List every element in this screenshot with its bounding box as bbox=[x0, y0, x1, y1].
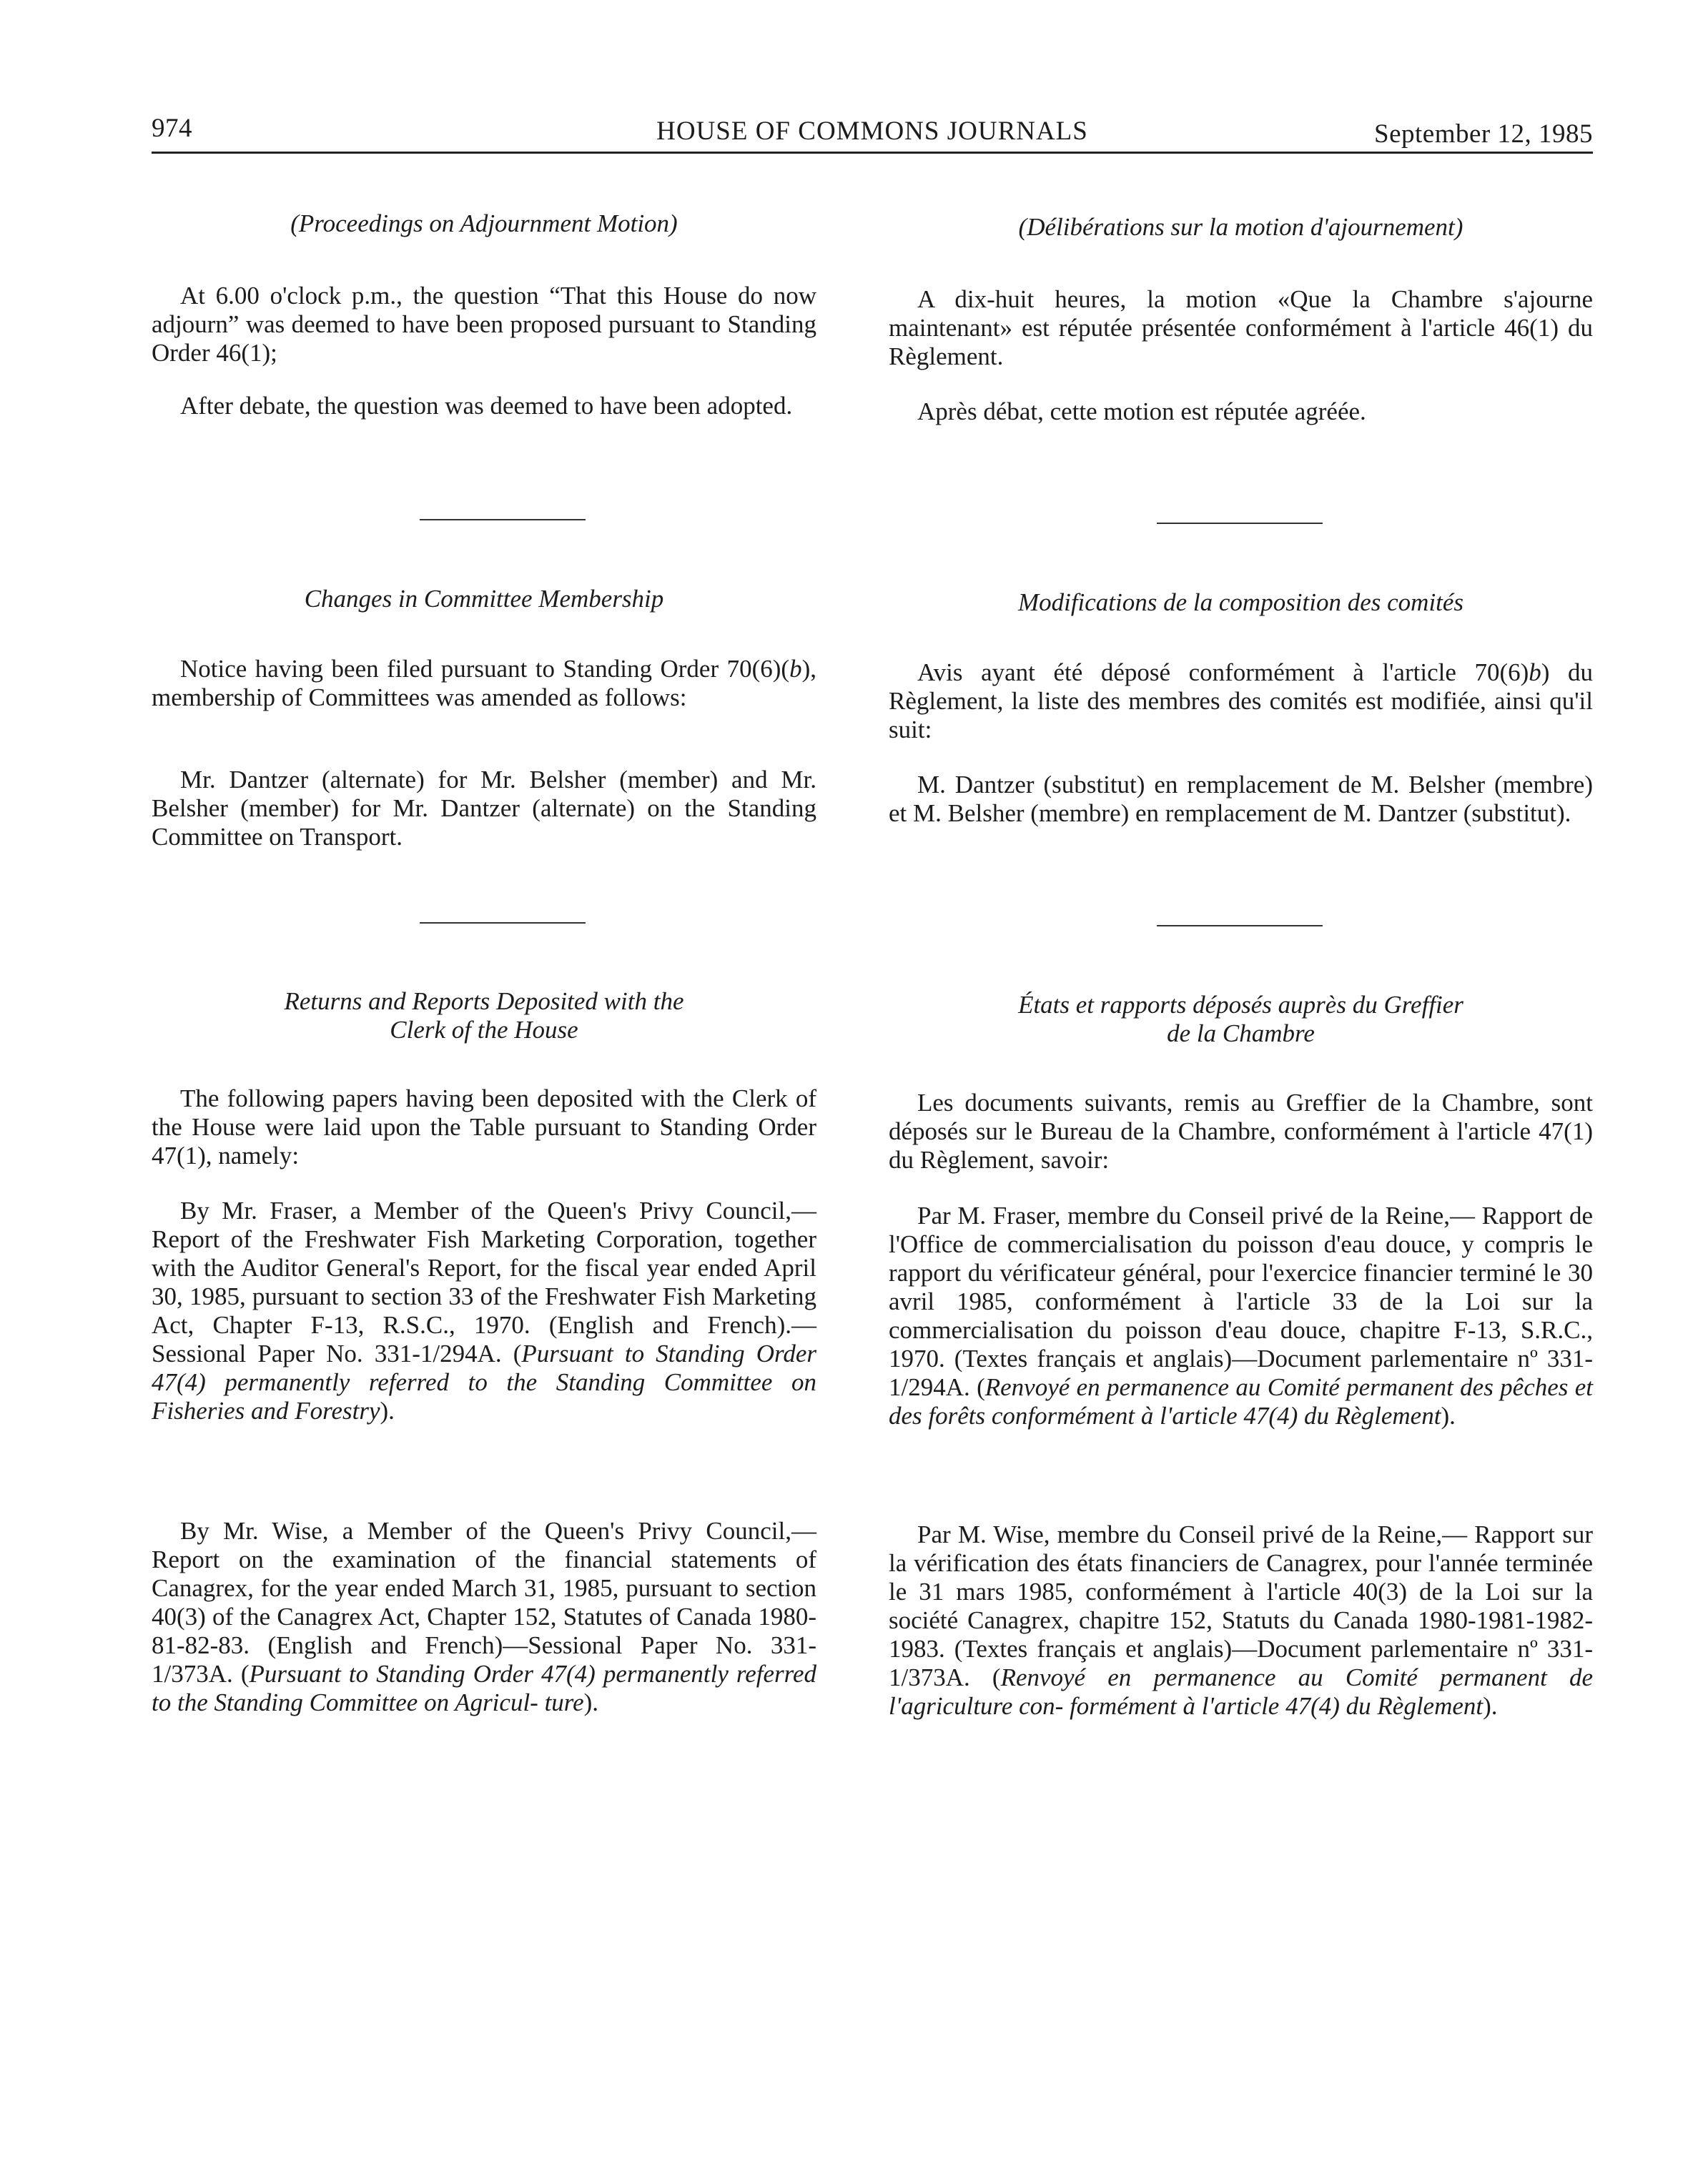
adjournment-heading-en: (Proceedings on Adjournment Motion) bbox=[290, 209, 678, 237]
section-divider bbox=[1157, 925, 1323, 926]
committee-para2-en: Mr. Dantzer (alternate) for Mr. Belsher (member) and Mr. Belsher (member) for Mr. Dantzer (alternate) on the Standing Committee on Transport. bbox=[152, 766, 816, 851]
adjournment-para1-en: At 6.00 o'clock p.m., the question “That this House do now adjourn” was deemed to have been proposed pursuant to Standing Order 46(1); bbox=[152, 282, 816, 367]
returns-para1-en: The following papers having been deposited with the Clerk of the House were laid upon the Table pursuant to Standing Order 47(1), namely: bbox=[152, 1084, 816, 1169]
adjournment-para2-en: After debate, the question was deemed to have been adopted. bbox=[180, 392, 793, 420]
adjournment-para1-fr: A dix-huit heures, la motion «Que la Chambre s'ajourne maintenant» est réputée présentée conformément à l'article 46(1) du Règlement. bbox=[889, 285, 1593, 370]
returns-heading-en: Returns and Reports Deposited with the Clerk of the House bbox=[284, 987, 684, 1044]
section-divider bbox=[1157, 523, 1323, 524]
page-number: 974 bbox=[152, 114, 192, 143]
fraser-report-en: By Mr. Fraser, a Member of the Queen's Privy Council,— Report of the Freshwater Fish Marketing Corporation, together with the Auditor General's Report, for the fiscal year ended April 30, 1985, pursuant to section 33 of the Freshwater Fish Marketing Act, Chapter F-13, R.S.C., 1970. (English and French).—Sessional Paper No. 331-1/294A. (Pursuant to Standing Order 47(4) permanently referred to the Standing Committee on Fisheries and Forestry). bbox=[152, 1197, 816, 1425]
adjournment-heading-fr: (Délibérations sur la motion d'ajournement) bbox=[1018, 213, 1463, 241]
returns-para1-fr: Les documents suivants, remis au Greffier de la Chambre, sont déposés sur le Bureau de la Chambre, conformément à l'article 47(1) du Règlement, savoir: bbox=[889, 1089, 1593, 1174]
committee-heading-en: Changes in Committee Membership bbox=[304, 585, 664, 613]
journal-title: HOUSE OF COMMONS JOURNALS bbox=[656, 117, 1088, 146]
committee-para1-en: Notice having been filed pursuant to Standing Order 70(6)(b), membership of Committees was amended as follows: bbox=[152, 655, 816, 711]
wise-report-en: By Mr. Wise, a Member of the Queen's Privy Council,— Report on the examination of the financial statements of Canagrex, for the year ended March 31, 1985, pursuant to section 40(3) of the Canagrex Act, Chapter 152, Statutes of Canada 1980-81-82-83. (English and French)—Sessional Paper No. 331-1/373A. (Pursuant to Standing Order 47(4) permanently referred to the Standing Committee on Agricul- ture). bbox=[152, 1517, 817, 1716]
adjournment-para2-fr: Après débat, cette motion est réputée agréée. bbox=[917, 397, 1366, 425]
committee-para1-fr: Avis ayant été déposé conformément à l'article 70(6)b) du Règlement, la liste des membres des comités est modifiée, ainsi qu'il suit: bbox=[889, 658, 1594, 743]
wise-report-fr: Par M. Wise, membre du Conseil privé de la Reine,— Rapport sur la vérification des états financiers de Canagrex, pour l'année terminée le 31 mars 1985, conformément à l'article 40(3) de la Loi sur la société Canagrex, chapitre 152, Statuts du Canada 1980-1981-1982-1983. (Textes français et anglais)—Document parlementaire nº 331-1/373A. (Renvoyé en permanence au Comité permanent de l'agriculture con- formément à l'article 47(4) du Règlement). bbox=[889, 1520, 1593, 1720]
journal-date: September 12, 1985 bbox=[1374, 119, 1593, 149]
page-header bbox=[152, 112, 1593, 154]
section-divider bbox=[420, 922, 586, 924]
committee-heading-fr: Modifications de la composition des comités bbox=[1017, 588, 1464, 616]
committee-para2-fr: M. Dantzer (substitut) en remplacement de M. Belsher (membre) et M. Belsher (membre) en remplacement de M. Dantzer (substitut). bbox=[889, 771, 1593, 827]
section-divider bbox=[420, 519, 586, 520]
returns-heading-fr: États et rapports déposés auprès du Greffier de la Chambre bbox=[1018, 991, 1463, 1047]
fraser-report-fr: Par M. Fraser, membre du Conseil privé de la Reine,— Rapport de l'Office de commercialisation du poisson d'eau douce, y compris le rapport du vérificateur général, pour l'exercice financier terminé le 30 avril 1985, conformément à l'article 33 de la Loi sur la commercialisation du poisson d'eau douce, chapitre F-13, S.R.C., 1970. (Textes français et anglais)—Document parlementaire nº 331-1/294A. (Renvoyé en permanence au Comité permanent des pêches et des forêts conformément à l'article 47(4) du Règlement). bbox=[889, 1202, 1593, 1430]
